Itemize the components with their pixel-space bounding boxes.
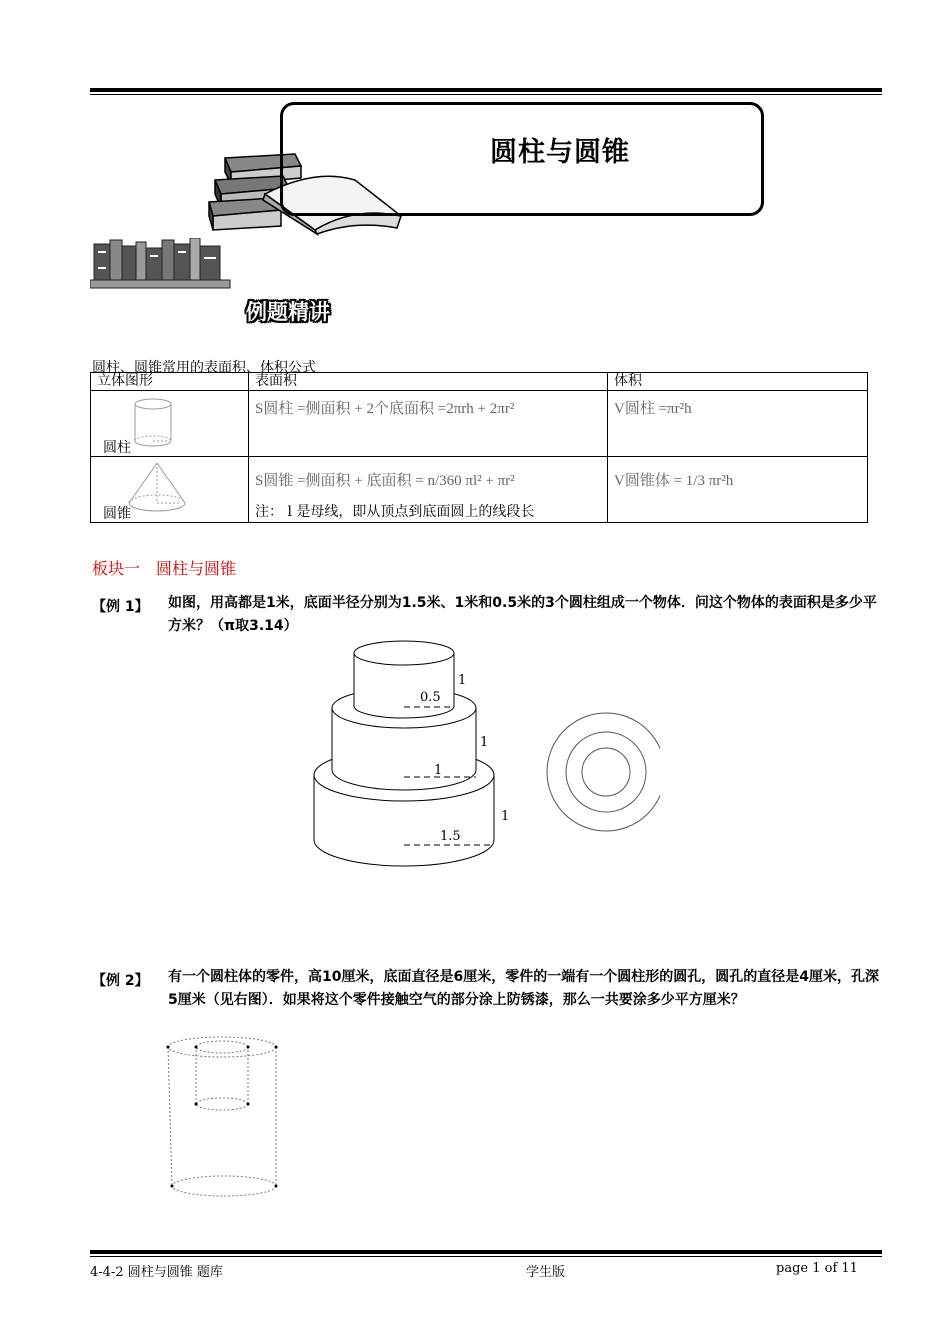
footer-rule xyxy=(90,1250,882,1254)
banner-label: 例题精讲 xyxy=(246,300,330,324)
page-title: 圆柱与圆锥 xyxy=(490,137,630,168)
volume-formula: V圆锥体 = 1/3 πr²h xyxy=(608,457,868,523)
cylinder-thumbnail xyxy=(131,395,175,451)
shape-name: 圆柱 xyxy=(103,440,131,456)
table-caption: 圆柱、圆锥常用的表面积、体积公式 xyxy=(92,360,316,376)
dim-label: 1 xyxy=(480,735,489,750)
footer-left: 4-4-2 圆柱与圆锥 题库 xyxy=(90,1265,223,1280)
cylinder-with-hole-figure xyxy=(160,1030,290,1205)
table-header-row xyxy=(91,373,868,391)
col-header: 体积 xyxy=(608,373,868,391)
dim-label: 1 xyxy=(458,673,467,688)
footer-rule-thin xyxy=(90,1256,882,1257)
example-text: 有一个圆柱体的零件，高10厘米，底面直径是6厘米，零件的一端有一个圆柱形的圆孔，圆孔的直径是4厘米，孔深5厘米（见右图）．如果将这个零件接触空气的部分涂上防锈漆，那么一共要涂多少平方厘米？ xyxy=(168,969,879,1008)
bookshelf-banner xyxy=(90,238,235,290)
table-row xyxy=(91,391,868,457)
example-label: 【例 2】 xyxy=(92,973,149,989)
shape-name: 圆锥 xyxy=(103,506,131,522)
table-note: 注： l 是母线，即从顶点到底面圆上的线段长 xyxy=(255,504,535,520)
dim-label: 1 xyxy=(501,809,510,824)
footer-center: 学生版 xyxy=(526,1265,566,1280)
dim-label: 1.5 xyxy=(440,829,461,844)
stacked-cylinders-figure xyxy=(300,640,660,880)
formula-table xyxy=(90,372,868,523)
example-label: 【例 1】 xyxy=(92,599,149,615)
dim-label: 0.5 xyxy=(420,690,441,705)
cone-thumbnail xyxy=(125,459,189,517)
volume-formula: V圆柱 =πr²h xyxy=(608,391,868,457)
col-header: 立体图形 xyxy=(91,373,249,391)
footer-page-number: page 1 of 11 xyxy=(776,1261,858,1276)
area-formula: S圆锥 =侧面积 + 底面积 = n/360 πl² + πr² xyxy=(255,473,515,489)
header-rule-thin xyxy=(90,94,882,95)
section-heading: 板块一 圆柱与圆锥 xyxy=(92,559,237,578)
col-header: 表面积 xyxy=(249,373,608,391)
example-text: 如图，用高都是1米，底面半径分别为1.5米、1米和0.5米的3个圆柱组成一个物体．问这个物体的表面积是多少平方米？（π取3.14） xyxy=(168,595,877,634)
table-row xyxy=(91,457,868,523)
area-formula: S圆柱 =侧面积 + 2个底面积 =2πrh + 2πr² xyxy=(249,391,608,457)
header-rule xyxy=(90,88,882,92)
dim-label: 1 xyxy=(434,763,443,778)
